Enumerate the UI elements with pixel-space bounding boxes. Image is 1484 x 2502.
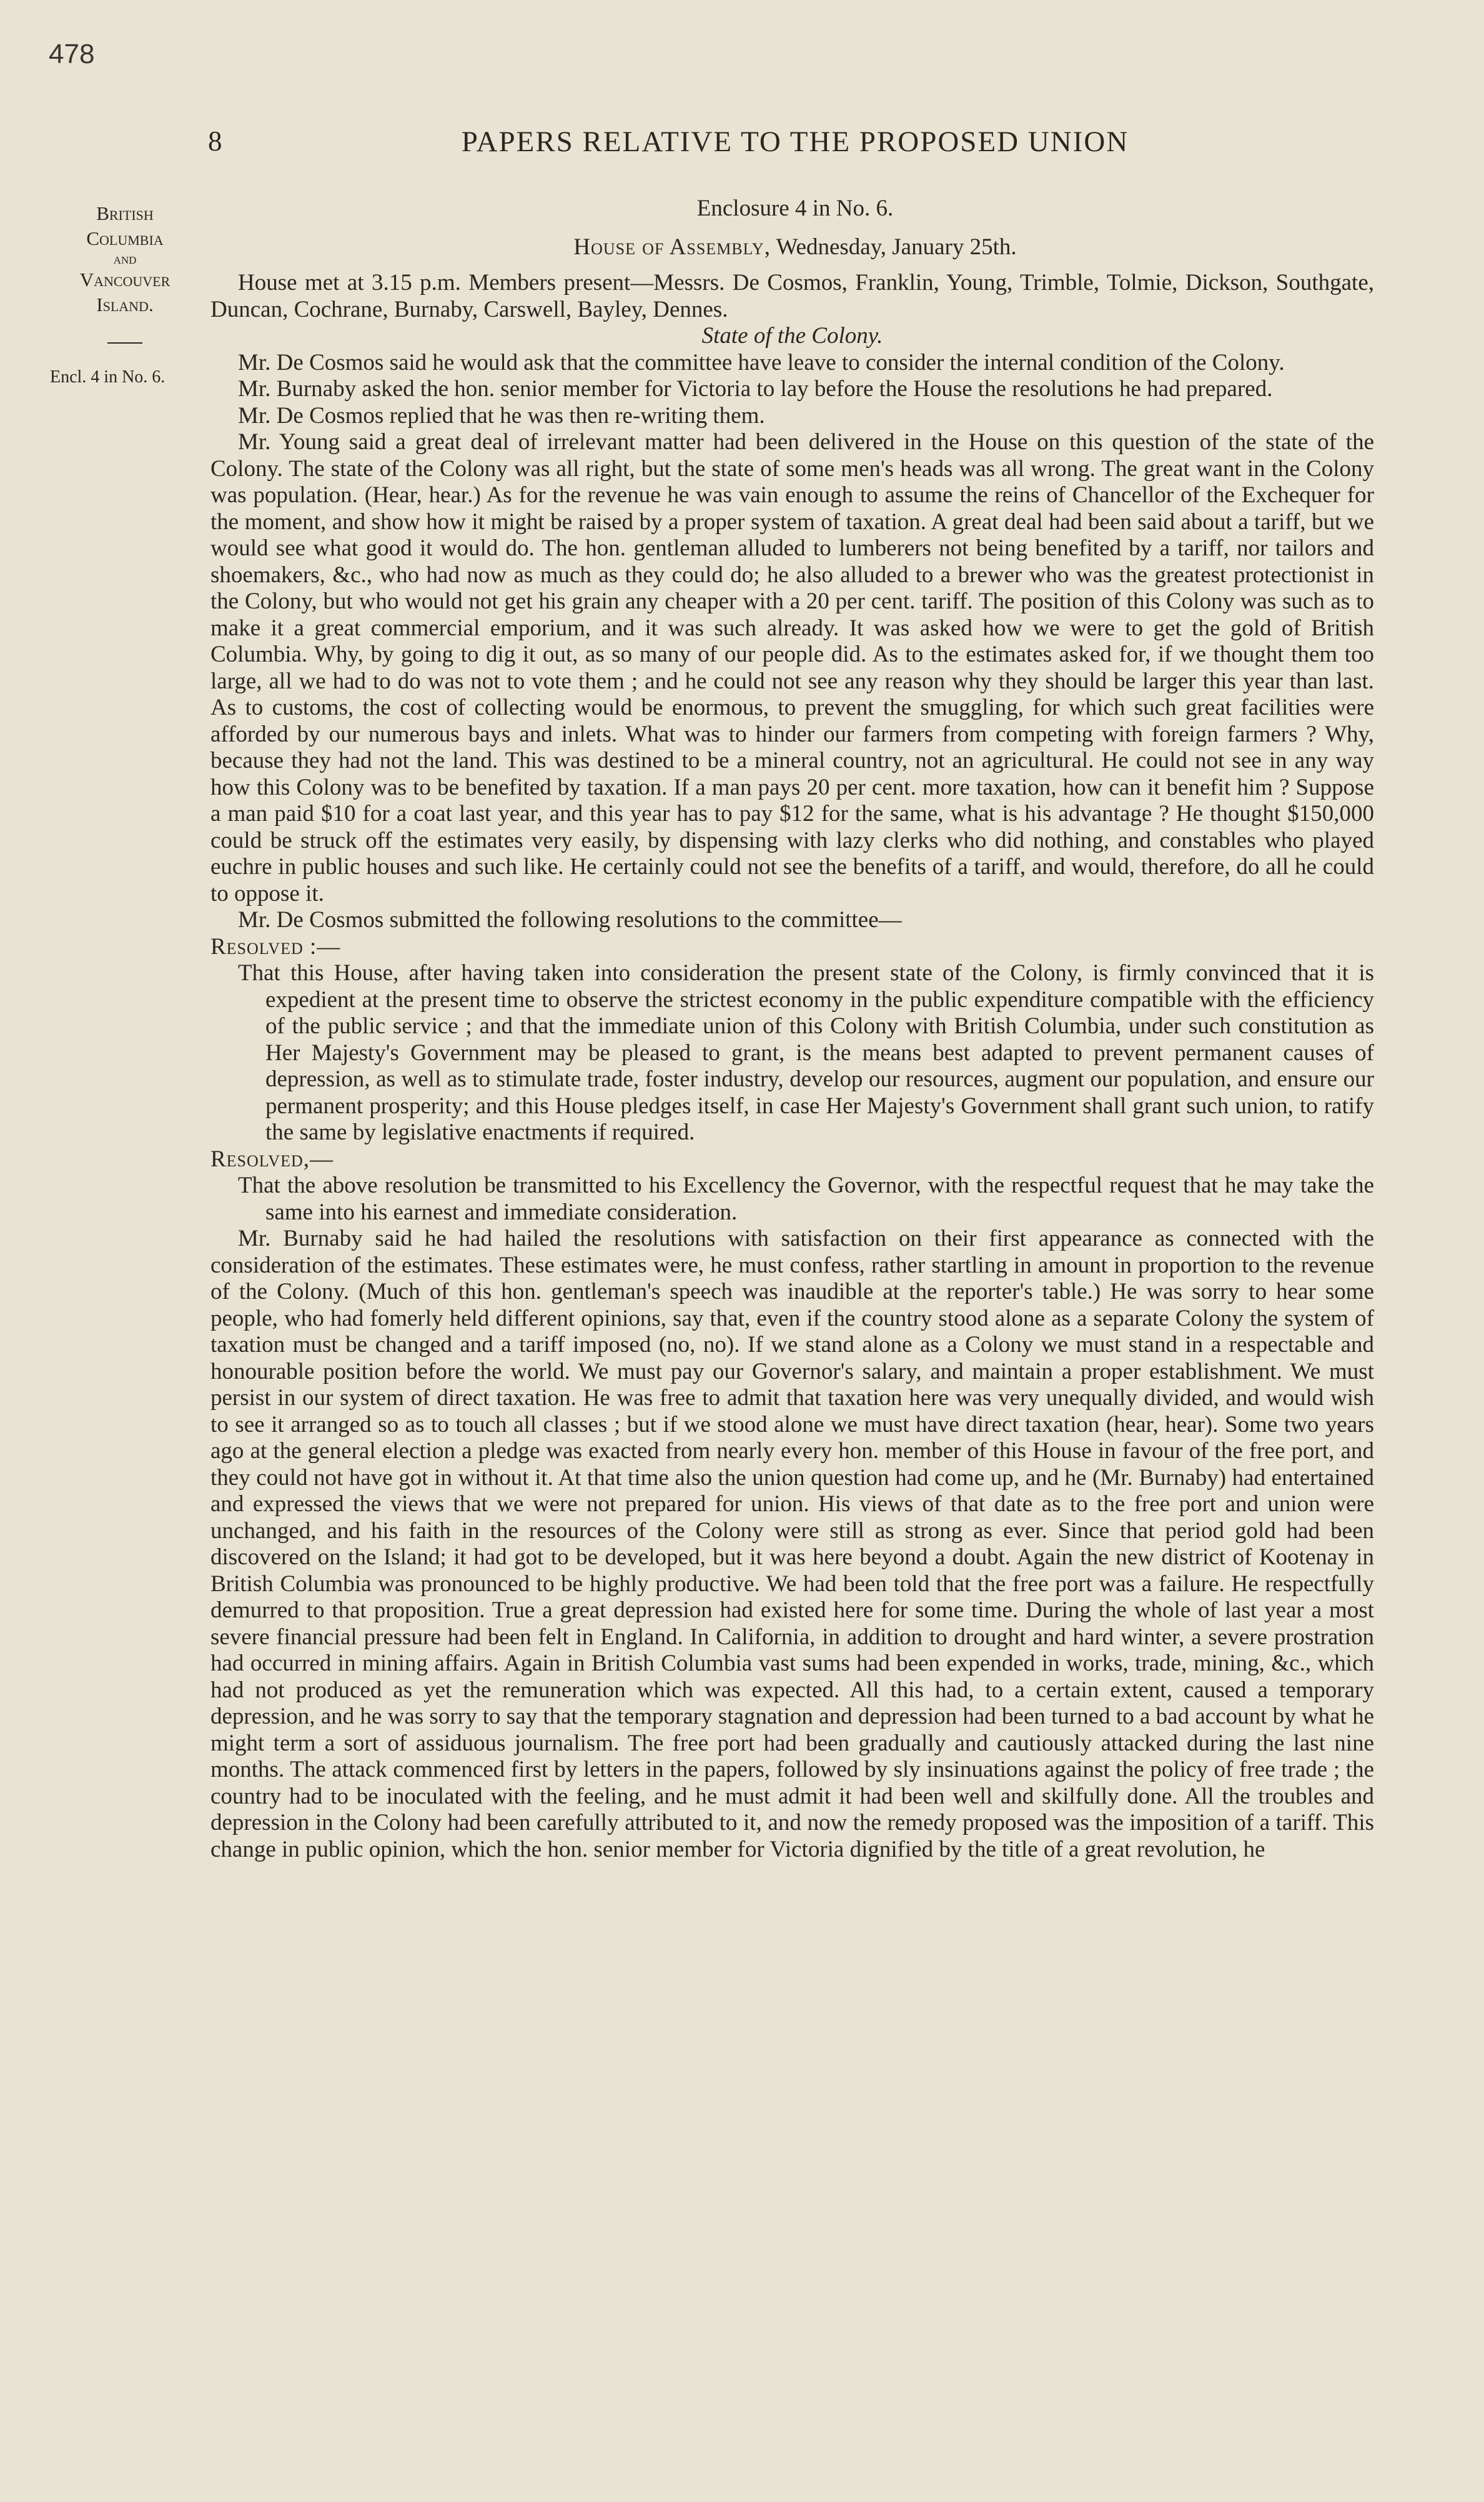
body-text bbox=[210, 270, 1374, 1863]
resolved-label: Resolved,— bbox=[210, 1146, 334, 1172]
paragraph: House met at 3.15 p.m. Members present—Messrs. De Cosmos, Franklin, Young, Trimble, Tolmie, Dickson, Southgate, Duncan, Cochrane, Burnaby, Carswell, Bayley, Dennes. bbox=[210, 270, 1374, 322]
margin-enclosure-ref: Encl. 4 in No. 6. bbox=[50, 367, 166, 387]
margin-line: Columbia bbox=[86, 227, 164, 249]
archive-page-number: 478 bbox=[49, 39, 95, 69]
resolved-label: Resolved :— bbox=[210, 933, 341, 960]
page-title: PAPERS RELATIVE TO THE PROPOSED UNION bbox=[461, 126, 1129, 158]
enclosure-heading: Enclosure 4 in No. 6. bbox=[696, 196, 894, 221]
margin-line: Vancouver bbox=[79, 269, 171, 290]
paragraph: Mr. Young said a great deal of irrelevant matter had been delivered in the House on this question of the state of the Colony. The state of the Colony was all right, but the state of some men's heads was all wrong. The great want in the Colony was population. (Hear, hear.) As for the revenue he was vain enough to assume the reins of Chancellor of the Exchequer for the moment, and show how it might be raised by a proper system of taxation. A great deal had been said about a tariff, but we would see what good it would do. The hon. gentleman alluded to lumberers not being benefited by a tariff, nor tailors and shoemakers, &c., who had now as much as they could do; he also alluded to a brewer who was the greatest protectionist in the Colony, but who would not get his grain any cheaper with a 20 per cent. tariff. The position of this Colony was such as to make it a great commercial emporium, and it was such already. It was asked how we were to get the gold of British Columbia. Why, by going to dig it out, as so many of our people did. As to the estimates asked for, if we thought them too large, all we had to do was not to vote them ; and he could not see any reason why they should be larger this year than last. As to customs, the cost of collecting would be enormous, to prevent the smuggling, for which such great facilities were afforded by our numerous bays and inlets. What was to hinder our farmers from competing with foreign farmers ? Why, because they had not the land. This was destined to be a mineral country, not an agricultural. He could not see in any way how this Colony was to be benefited by taxation. If a man pays 20 per cent. more taxation, how can it benefit him ? Suppose a man paid $10 for a coat last year, and this year has to pay $12 for the same, what is his advantage ? He thought $150,000 could be struck off the estimates very easily, by dispensing with lazy clerks who did nothing, and constables who played euchre in public houses and such like. He certainly could not see the benefits of a tariff, and would, therefore, do all he could to oppose it. bbox=[210, 429, 1374, 906]
house-heading bbox=[0, 234, 1484, 261]
margin-line: and bbox=[113, 251, 137, 267]
paragraph: Mr. De Cosmos replied that he was then re-writing them. bbox=[238, 402, 765, 429]
page-number: 8 bbox=[208, 126, 222, 157]
house-label: House of Assembly, bbox=[573, 234, 771, 260]
section-title: State of the Colony. bbox=[701, 323, 883, 349]
margin-line: British bbox=[96, 202, 154, 224]
resolution-text: That this House, after having taken into consideration the present state of the Colony, is firmly convinced that it is expedient at the present time to observe the strictest economy in the public expenditure compatible with the efficiency of the public service ; and that the immediate union of this Colony with British Columbia, under such constitution as Her Majesty's Government may be pleased to grant, is the means best adapted to prevent permanent causes of depression, as well as to stimulate trade, foster industry, develop our resources, augment our population, and ensure our permanent prosperity; and this House pledges itself, in case Her Majesty's Government shall grant such union, to ratify the same by legislative enactments if required. bbox=[238, 960, 1374, 1145]
margin-line: Island. bbox=[96, 294, 154, 315]
paragraph: Mr. Burnaby asked the hon. senior member for Victoria to lay before the House the resolutions he had prepared. bbox=[238, 376, 1273, 402]
house-date: Wednesday, January 25th. bbox=[776, 234, 1017, 260]
paragraph: Mr. Burnaby said he had hailed the resolutions with satisfaction on their first appearance as connected with the consideration of the estimates. These estimates were, he must confess, rather startling in amount in proportion to the revenue of the Colony. (Much of this hon. gentleman's speech was inaudible at the reporter's table.) He was sorry to hear some people, who had fomerly held different opinions, say that, even if the country stood alone as a separate Colony the system of taxation must be changed and a tariff imposed (no, no). If we stand alone as a Colony we must stand in a respectable and honourable position before the world. We must pay our Governor's salary, and maintain a proper establishment. We must persist in our system of direct taxation. He was free to admit that taxation here was very unequally divided, and would wish to see it arranged so as to touch all classes ; but if we stood alone we must have direct taxation (hear, hear). Some two years ago at the general election a pledge was exacted from nearly every hon. member of this House in favour of the free port, and they could not have got in without it. At that time also the union question had come up, and he (Mr. Burnaby) had entertained and expressed the views that we were not prepared for union. His views of that date as to the free port and union were unchanged, and his faith in the resources of the Colony were still as strong as ever. Since that period gold had been discovered on the Island; it had got to be developed, but it was here beyond a doubt. Again the new district of Kootenay in British Columbia was pronounced to be highly productive. We had been told that the free port was a failure. He respectfully demurred to that proposition. True a great depression had existed here for some time. During the whole of last year a most severe financial pressure had been felt in England. In California, in addition to drought and hard winter, a severe prostration had occurred in mining affairs. Again in British Columbia vast sums had been expended in works, trade, mining, &c., which had not produced as yet the remuneration which was expected. All this had, to a certain extent, caused a temporary depression, and he was sorry to say that the temporary stagnation and depression had been turned to a bad account by what he might term a sort of assiduous journalism. The free port had been gradually and cautiously attacked during the last nine months. The attack commenced first by letters in the papers, followed by sly insinuations against the policy of free trade ; the country had to be inoculated with the feeling, and he must admit it had been well and skilfully done. All the troubles and depression in the Colony had been carefully attributed to it, and now the remedy proposed was the imposition of a tariff. This change in public opinion, which the hon. senior member for Victoria dignified by the title of a great revolution, he bbox=[210, 1226, 1374, 1862]
paragraph: Mr. De Cosmos said he would ask that the committee have leave to consider the internal condition of the Colony. bbox=[238, 349, 1285, 375]
resolution-text: That the above resolution be transmitted to his Excellency the Governor, with the respectful request that he may take the same into his earnest and immediate consideration. bbox=[238, 1173, 1374, 1225]
paragraph: Mr. De Cosmos submitted the following resolutions to the committee— bbox=[238, 907, 902, 933]
margin-divider bbox=[107, 342, 142, 344]
